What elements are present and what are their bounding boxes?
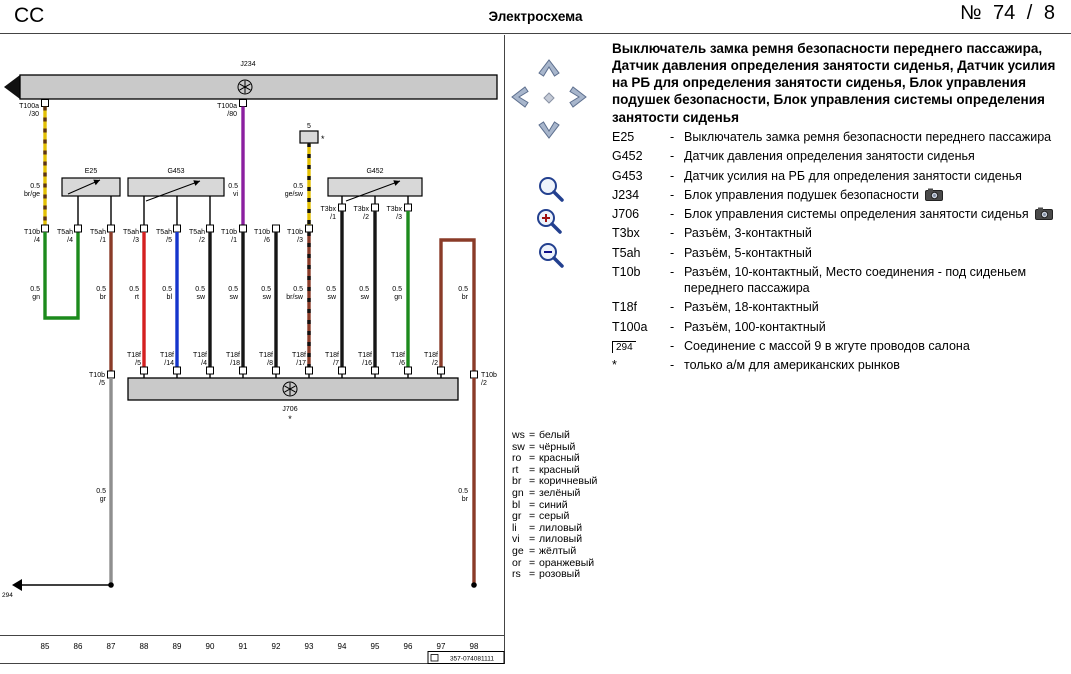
component-legend [612,129,1068,376]
color-row-gn: gn = зелёный [512,486,581,499]
svg-text:88: 88 [139,642,149,651]
svg-text:/7: /7 [333,360,339,367]
fuse-box [300,131,318,143]
svg-text:T5ah: T5ah [156,229,172,236]
svg-text:T5ah: T5ah [123,229,139,236]
svg-text:/6: /6 [264,237,270,244]
svg-text:0.5: 0.5 [96,488,106,495]
svg-text:T18f: T18f [159,352,174,359]
svg-text:94: 94 [337,642,347,651]
color-row-rs: rs = розовый [512,568,581,581]
svg-text:/1: /1 [231,237,237,244]
svg-text:0.5: 0.5 [228,286,238,293]
magnifier-icon [536,174,566,204]
module-label: J234 [240,61,256,68]
legend-row-j234: J234 - Блок управления подушек безопасности [612,187,1068,203]
t18f-pin-row [127,352,445,378]
legend-row-t100a: T100a - Разъём, 100-контактный [612,319,826,334]
svg-text:98: 98 [469,642,479,651]
svg-text:89: 89 [172,642,182,651]
color-row-li: li = лиловый [512,521,583,534]
module-j234 [4,61,497,99]
svg-text:sw: sw [262,294,271,301]
asterisk-note: * [321,134,325,144]
svg-text:T10b: T10b [89,372,105,379]
svg-text:90: 90 [205,642,215,651]
legend-term: J706 [612,207,640,221]
svg-text:/1: /1 [330,214,336,221]
continuation-arrow-icon [4,75,20,99]
svg-text:T3bx: T3bx [353,206,369,213]
legend-term: J234 [612,187,640,202]
wire-track-97-98 [441,240,497,588]
legend-term: T5ah [612,245,641,260]
svg-text:sw: sw [327,294,336,301]
svg-text:85: 85 [40,642,50,651]
camera-icon[interactable] [1035,207,1053,220]
legend-row-e25: E25 - Выключатель замка ремня безопасности переднего пассажира [612,130,1052,144]
color-row-ro: ro = красный [512,452,580,465]
svg-text:95: 95 [370,642,380,651]
svg-text:/3: /3 [396,214,402,221]
legend-term: G452 [612,149,643,164]
legend-term: T10b [612,264,641,279]
svg-text:T10b: T10b [221,229,237,236]
legend-term: T100a [612,319,648,334]
svg-text:0.5: 0.5 [359,286,369,293]
svg-text:/14: /14 [164,360,174,367]
svg-text:T5ah: T5ah [57,229,73,236]
zoom-in-button[interactable] [534,206,564,241]
magnifier-button[interactable] [536,174,566,209]
wire-track-95 [359,211,375,367]
zoom-out-button[interactable] [536,240,566,275]
svg-text:/17: /17 [296,360,306,367]
legend-term: G453 [612,168,643,183]
legend-row-t3bx: T3bx - Разъём, 3-контактный [612,226,812,241]
part-number: 357-074081111 [449,655,495,663]
svg-text:86: 86 [73,642,83,651]
part-number-box [428,652,504,664]
svg-text:/5: /5 [166,237,172,244]
color-row-sw: sw = чёрный [512,440,576,453]
legend-row-j706: J706 - Блок управления системы определения занятости сиденья [612,206,1068,222]
pan-down-button[interactable] [536,120,562,147]
pan-right-button[interactable] [568,84,590,115]
track-number-row [41,642,479,651]
svg-text:T10b: T10b [254,229,270,236]
svg-text:vi: vi [232,191,238,198]
svg-text:/5: /5 [99,380,105,387]
svg-text:T5ah: T5ah [189,229,205,236]
svg-text:0.5: 0.5 [392,286,402,293]
wire-color-legend [512,430,607,581]
ground-symbol-icon [12,579,22,591]
pan-left-button[interactable] [508,84,530,115]
svg-text:T10b: T10b [287,229,303,236]
svg-text:br: br [461,294,468,301]
legend-term: * [612,358,617,372]
svg-text:gr: gr [99,496,106,503]
svg-text:/80: /80 [227,111,237,118]
svg-text:T3bx: T3bx [386,206,402,213]
wire-track-88 [126,232,144,367]
pan-center-icon [543,91,555,109]
camera-icon[interactable] [925,188,943,201]
diagram-title: Выключатель замка ремня безопасности переднего пассажира, Датчик давления определения занятости сиденья, Датчик усилия на РБ для определения занятости сиденья, Блок управления подушек безопасности, Блок управления системы определения занятости сиденья [612,41,1056,125]
wire-track-92 [254,225,279,367]
wire-track-89 [159,232,177,367]
svg-text:T18f: T18f [126,352,141,359]
fuse-label: 5 [307,123,311,130]
svg-text:/2: /2 [199,237,205,244]
svg-text:/2: /2 [432,360,438,367]
page-code: CC [14,4,45,27]
legend-row-g453: G453 - Датчик усилия на РБ для определения занятости сиденья [612,168,1022,183]
color-row-br: br = коричневый [512,475,598,488]
svg-text:T18f: T18f [390,352,405,359]
component-label: G453 [167,168,185,175]
svg-text:92: 92 [271,642,281,651]
svg-text:sw: sw [360,294,369,301]
svg-text:96: 96 [403,642,413,651]
pan-up-button[interactable] [536,56,562,83]
svg-text:/1: /1 [100,237,106,244]
svg-text:br: br [99,294,106,301]
legend-row-t10b: T10b - Разъём, 10-контактный, Место соединения - под сиденьем переднего пассажира [612,264,1027,295]
svg-text:0.5: 0.5 [293,286,303,293]
legend-term: E25 [612,130,635,144]
svg-text:T10b: T10b [481,372,497,379]
svg-text:0.5: 0.5 [458,488,468,495]
zoom-out-icon [536,240,566,270]
page-title: Электросхема [488,9,583,24]
svg-text:0.5: 0.5 [195,286,205,293]
svg-text:T100a: T100a [19,103,39,110]
color-row-or: or = оранжевый [512,556,595,569]
svg-text:T10b: T10b [24,229,40,236]
svg-text:T5ah: T5ah [90,229,106,236]
svg-text:0.5: 0.5 [293,183,303,190]
svg-text:ge/sw: ge/sw [284,191,303,198]
svg-text:T18f: T18f [258,352,273,359]
svg-text:rt: rt [134,294,139,301]
svg-text:T18f: T18f [225,352,240,359]
legend-term: T3bx [612,226,640,241]
svg-text:T18f: T18f [324,352,339,359]
legend-row-t18f: T18f - Разъём, 18-контактный [612,300,819,315]
svg-text:/2: /2 [481,380,487,387]
svg-text:/3: /3 [133,237,139,244]
legend-row-asterisk: * - только а/м для американских рынков [612,358,900,372]
legend-term-ground: 294 [612,338,670,354]
svg-text:T3bx: T3bx [320,206,336,213]
svg-text:br/ge: br/ge [24,191,40,198]
svg-text:gn: gn [394,294,402,301]
svg-text:93: 93 [304,642,314,651]
svg-text:/8: /8 [267,360,273,367]
wire-track-85 [24,107,78,319]
color-row-gr: gr = серый [512,510,570,523]
svg-text:sw: sw [229,294,238,301]
svg-text:0.5: 0.5 [96,286,106,293]
legend-row-g452: G452 - Датчик давления определения занятости сиденья [612,149,975,164]
legend-term: T18f [612,300,638,315]
component-label: G452 [366,168,384,175]
svg-text:0.5: 0.5 [30,183,40,190]
module-label: J706 [282,406,298,413]
wire-track-91 [221,107,246,368]
wire-track-87 [2,232,115,599]
component-label: E25 [84,168,98,175]
svg-text:br/sw: br/sw [286,294,303,301]
svg-text:T18f: T18f [291,352,306,359]
svg-text:0.5: 0.5 [228,183,238,190]
diagram-frame [0,35,505,664]
svg-text:0.5: 0.5 [30,286,40,293]
wiring-diagram [0,0,505,674]
legend-row-t5ah: T5ah - Разъём, 5-контактный [612,245,812,260]
svg-text:87: 87 [106,642,116,651]
svg-text:T18f: T18f [357,352,372,359]
svg-text:/6: /6 [399,360,405,367]
svg-text:/18: /18 [230,360,240,367]
wire-track-94 [326,211,342,367]
svg-text:/2: /2 [363,214,369,221]
svg-text:/5: /5 [135,360,141,367]
svg-text:/4: /4 [67,237,73,244]
svg-text:gn: gn [32,294,40,301]
ground-label: 294 [2,592,13,599]
svg-text:/30: /30 [29,111,39,118]
svg-text:bl: bl [166,294,172,301]
svg-text:97: 97 [436,642,446,651]
svg-text:T18f: T18f [192,352,207,359]
svg-text:0.5: 0.5 [326,286,336,293]
color-row-vi: vi = лиловый [512,533,583,546]
svg-text:/4: /4 [201,360,207,367]
wire-track-90 [192,232,210,367]
svg-text:0.5: 0.5 [129,286,139,293]
svg-text:/16: /16 [362,360,372,367]
svg-text:T18f: T18f [423,352,438,359]
svg-text:T100a: T100a [217,103,237,110]
svg-text:0.5: 0.5 [261,286,271,293]
svg-text:sw: sw [196,294,205,301]
asterisk-note: * [288,414,292,424]
svg-text:br: br [461,496,468,503]
color-row-ge: ge = жёлтый [512,544,577,557]
wire-track-96 [392,211,408,367]
svg-text:/4: /4 [34,237,40,244]
wire-track-93 [285,123,325,367]
module-j706 [128,378,458,424]
svg-text:0.5: 0.5 [162,286,172,293]
color-row-bl: bl = синий [512,498,568,511]
legend-row-294: 294 - Соединение с массой 9 в жгуте проводов салона [612,338,1068,354]
svg-text:/3: /3 [297,237,303,244]
svg-text:91: 91 [238,642,248,651]
page-number: № 74 / 8 [959,2,1055,24]
zoom-in-icon [534,206,564,236]
color-row-ws: ws = белый [512,429,570,441]
color-row-rt: rt = красный [512,463,580,476]
svg-text:0.5: 0.5 [458,286,468,293]
